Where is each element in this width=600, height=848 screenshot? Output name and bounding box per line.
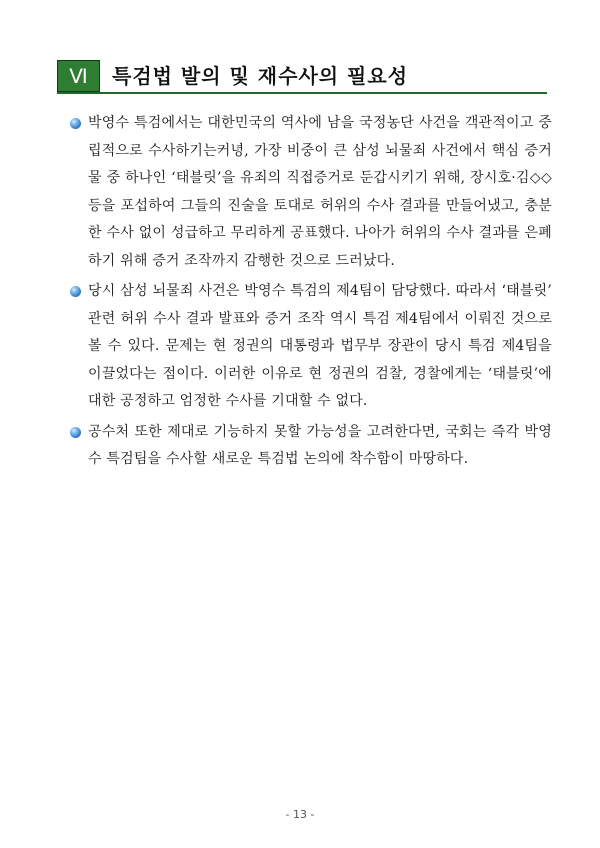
blue-sphere-bullet-icon	[70, 427, 81, 438]
paragraph-text: 공수처 또한 제대로 기능하지 못할 가능성을 고려한다면, 국회는 즉각 박영수 특검팀을 수사할 새로운 특검법 논의에 착수함이 마땅하다.	[88, 423, 552, 467]
list-item	[70, 419, 552, 474]
body-paragraph-list	[70, 110, 552, 477]
list-item	[70, 278, 552, 416]
list-item	[70, 110, 552, 275]
blue-sphere-bullet-icon	[70, 286, 81, 297]
section-title: 특검법 발의 및 재수사의 필요성	[112, 64, 409, 88]
page-number: - 13 -	[285, 808, 315, 821]
section-header	[57, 60, 547, 94]
paragraph-text: 박영수 특검에서는 대한민국의 역사에 남을 국정농단 사건을 객관적이고 중립적으로 수사하기는커녕, 가장 비중이 큰 삼성 뇌물죄 사건에서 핵심 증거물 중 하나인 ‘태블릿’을 유죄의 직접증거로 둔갑시키기 위해, 장시호·김◇◇ 등을 포섭하여 그들의 진술을 토대로 허위의 수사 결과를 만들어냈고, 충분한 수사 없이 성급하고 무리하게 공표했다. 나아가 허위의 수사 결과를 은폐하기 위해 증거 조작까지 감행한 것으로 드러났다.	[88, 115, 552, 269]
section-number-badge: Ⅵ	[57, 60, 100, 92]
paragraph-text: 당시 삼성 뇌물죄 사건은 박영수 특검의 제4팀이 담당했다. 따라서 ‘태블릿’ 관련 허위 수사 결과 발표와 증거 조작 역시 특검 제4팀에서 이뤄진 것으로 볼 수 있다. 문제는 현 정권의 대통령과 법무부 장관이 당시 특검 제4팀을 이끌었다는 점이다. 이러한 이유로 현 정권의 검찰, 경찰에게는 ‘태블릿’에 대한 공정하고 엄정한 수사를 기대할 수 없다.	[88, 283, 552, 409]
blue-sphere-bullet-icon	[70, 118, 81, 129]
